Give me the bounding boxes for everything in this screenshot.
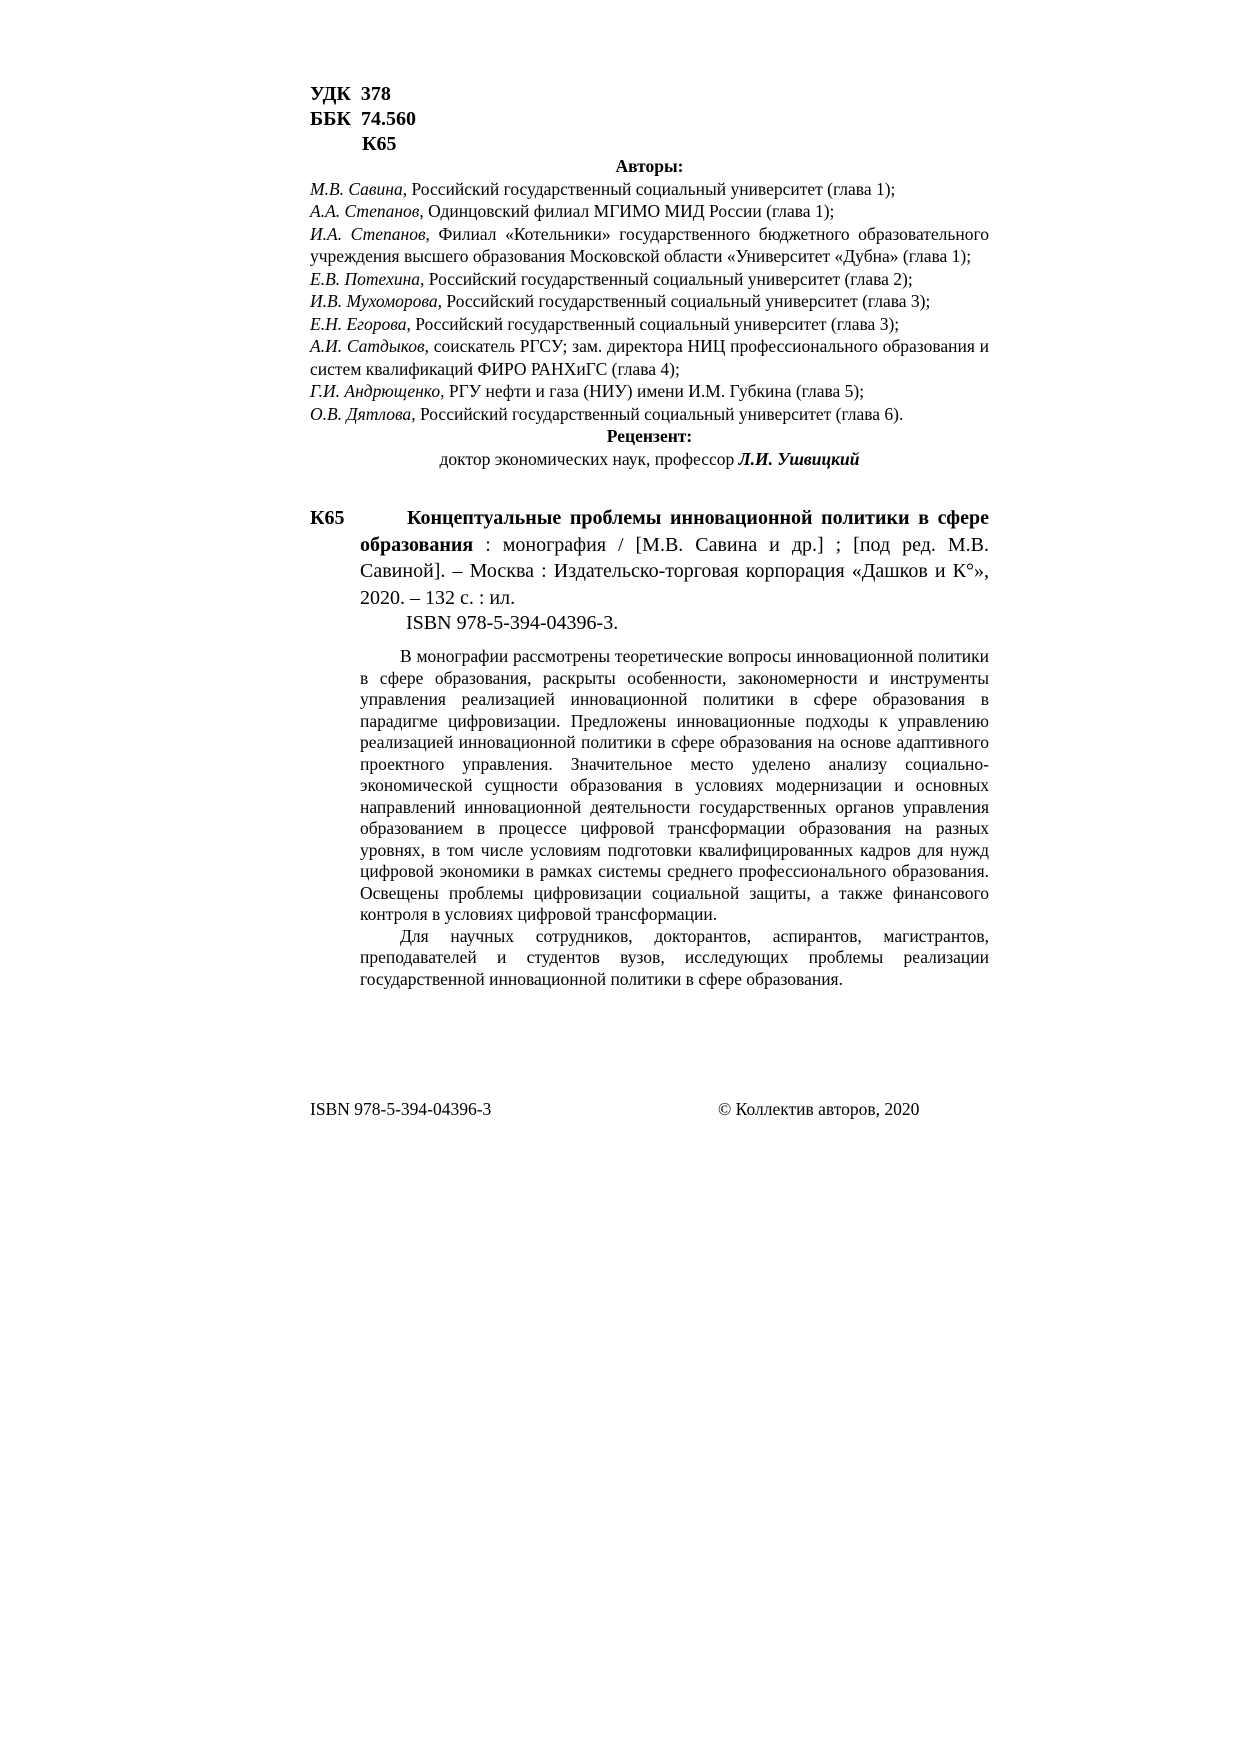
bibliographic-record [310,505,989,611]
author-entry [310,313,989,336]
author-affiliation: , Российский государственный социальный университет (глава 3); [437,291,931,311]
author-entry [310,380,989,403]
author-name: И.А. Степанов [310,223,426,244]
classification-codes [310,82,416,157]
author-entry [310,178,989,201]
author-entry [310,403,989,426]
biblio-author-mark: К65 [310,507,345,529]
footer-isbn: ISBN 978-5-394-04396-3 [310,1099,492,1119]
author-entry [310,335,989,380]
bbk-code: ББК 74.560 [310,108,416,130]
book-title: Концептуальные проблемы инновационной политики в сфере образования [360,507,989,556]
author-affiliation: , Филиал «Котельники» государственного бюджетного образовательного учреждения высшего образования Московской области «Университет «Дубна» (глава 1); [310,223,989,266]
biblio-details: : монография / [М.В. Савина и др.] ; [под ред. М.В. Савиной]. – Москва : Издательско-торговая корпорация «Дашков и К°», 2020. – 132 с. : ил. [360,533,989,609]
author-mark-code: К65 [362,133,397,155]
authors-heading: Авторы: [615,156,684,176]
udk-code: УДК 378 [310,83,391,105]
author-affiliation: , Российский государственный социальный университет (глава 3); [406,313,900,334]
author-name: Г.И. Андрющенко [310,381,441,401]
author-entry [310,268,989,291]
author-name: О.В. Дятлова [310,403,412,424]
author-name: Е.В. Потехина [310,268,421,289]
author-name: М.В. Савина [310,178,403,199]
authors-section [310,155,989,470]
reviewer-title: доктор экономических наук, профессор [439,448,739,469]
footer-copyright: © Коллектив авторов, 2020 [718,1099,920,1119]
author-name: И.В. Мухоморова [310,291,438,311]
biblio-isbn: ISBN 978-5-394-04396-3. [406,612,619,634]
author-name: Е.Н. Егорова [310,313,407,334]
biblio-description [360,505,989,611]
author-affiliation: , Одинцовский филиал МГИМО МИД России (глава 1); [419,201,835,221]
annotation [360,646,989,990]
reviewer-heading: Рецензент: [606,426,693,446]
author-affiliation: , Российский государственный социальный университет (глава 2); [420,268,913,289]
author-affiliation: , РГУ нефти и газа (НИУ) имени И.М. Губкина (глава 5); [440,381,865,401]
annotation-paragraph: Для научных сотрудников, докторантов, аспирантов, магистрантов, преподавателей и студентов вузов, исследующих проблемы реализации государственной инновационной политики в сфере образования. [360,925,989,989]
author-entry [310,223,989,268]
author-affiliation: , Российский государственный социальный университет (глава 6). [411,403,904,424]
author-affiliation: , соискатель РГСУ; зам. директора НИЦ профессионального образования и систем квалификаций ФИРО РАНХиГС (глава 4); [310,336,990,379]
annotation-paragraph: В монографии рассмотрены теоретические вопросы инновационной политики в сфере образования, раскрыты особенности, закономерности и инструменты управления реализацией инновационной политики в сфере образования в парадигме цифровизации. Предложены инновационные подходы к управлению реализацией инновационной политики в сфере образования на основе адаптивного проектного управления. Значительное место уделено анализу социально-экономической сущности образования в условиях модернизации и основных направлений инновационной деятельности государственных органов управления образованием в процессе цифровой трансформации образования на разных уровнях, в том числе условиям подготовки квалифицированных кадров для нужд цифровой экономики в рамках системы среднего профессионального образования. Освещены проблемы цифровизации социальной защиты, а также финансового контроля в условиях цифровой трансформации. [360,646,989,924]
reviewer-line [310,448,989,471]
author-name: А.И. Сатдыков [310,336,425,356]
author-affiliation: , Российский государственный социальный университет (глава 1); [402,178,896,199]
author-entry [310,290,989,313]
author-entry [310,200,989,223]
reviewer-name: Л.И. Ушвицкий [738,448,860,469]
author-name: А.А. Степанов [310,201,420,221]
